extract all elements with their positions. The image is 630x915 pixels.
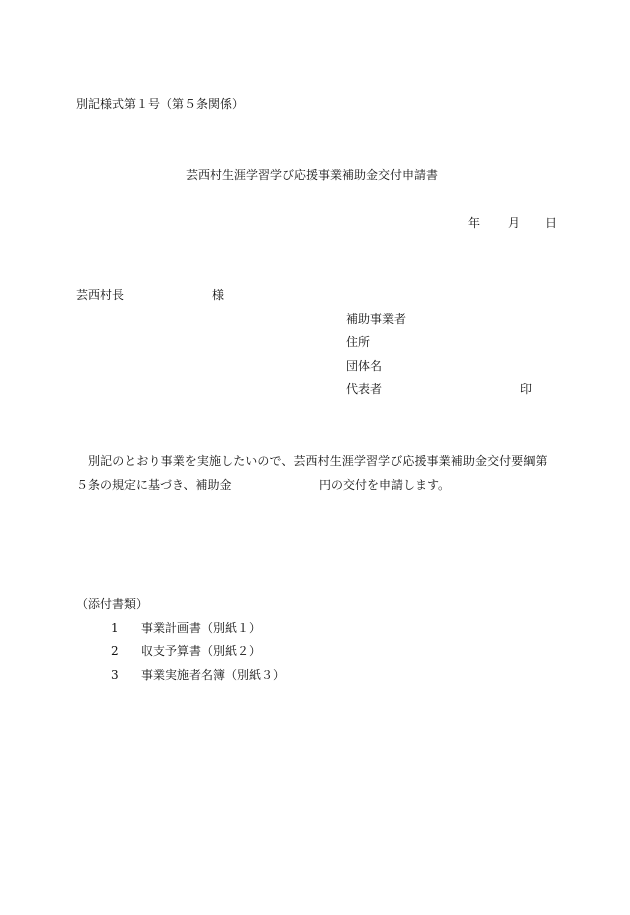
attachment-item: 事業計画書（別紙１）: [141, 621, 262, 635]
address-label: 住所: [346, 335, 371, 349]
attachment-item: 事業実施者名簿（別紙３）: [141, 668, 286, 682]
date-year-label: 年: [468, 216, 481, 230]
document-title: 芸西村生涯学習学び応援事業補助金交付申請書: [186, 168, 439, 182]
representative-label: 代表者: [346, 382, 383, 396]
body-line-2-after-amount: 円の交付を申請します。: [319, 478, 451, 492]
attachment-item: 収支予算書（別紙２）: [141, 644, 262, 658]
addressee-name: 芸西村長: [76, 288, 125, 302]
attachment-number: 3: [111, 668, 119, 682]
attachment-number: 2: [111, 644, 119, 658]
form-number: 別記様式第１号（第５条関係）: [76, 97, 245, 111]
date-day-label: 日: [545, 216, 558, 230]
seal-mark: 印: [520, 382, 533, 396]
attachments-heading: （添付書類）: [76, 597, 149, 611]
applicant-heading: 補助事業者: [346, 312, 407, 326]
organization-label: 団体名: [346, 359, 383, 373]
addressee-honorific: 様: [212, 288, 225, 302]
date-month-label: 月: [508, 216, 521, 230]
body-line-2-before-amount: ５条の規定に基づき、補助金: [76, 478, 232, 492]
body-line-1: 別記のとおり事業を実施したいので、芸西村生涯学習学び応援事業補助金交付要綱第: [88, 454, 548, 468]
attachment-number: 1: [111, 621, 119, 635]
